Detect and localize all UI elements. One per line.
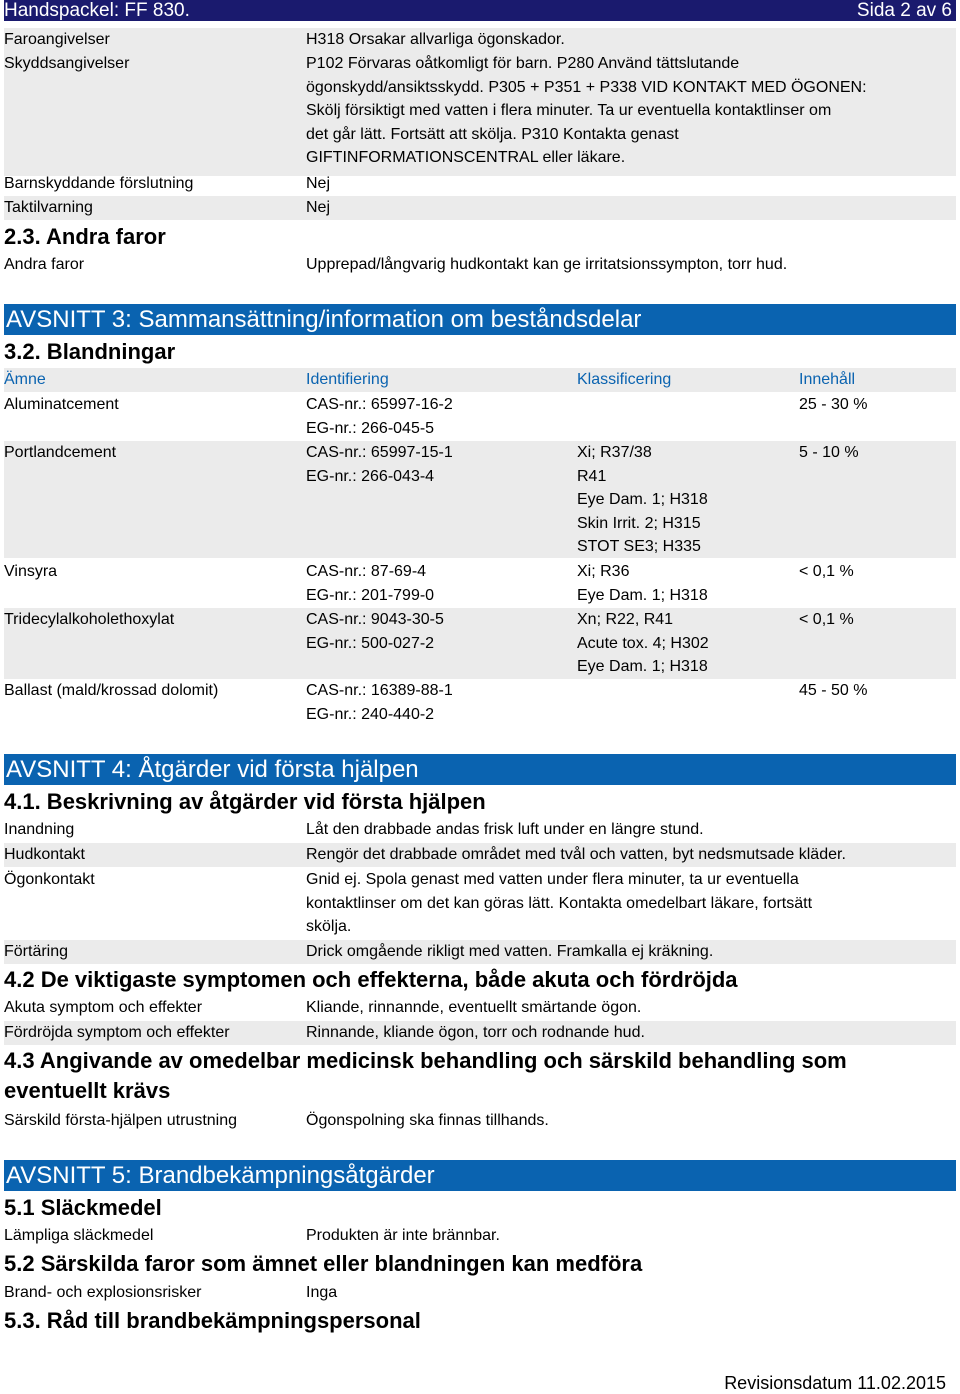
classification-line: Eye Dam. 1; H318 [577,491,708,508]
eg-number: EG-nr.: 266-045-5 [306,419,435,437]
eg-number: EG-nr.: 240-440-2 [306,705,435,723]
ogonkontakt-line: Gnid ej. Spola genast med vatten under flera minuter, ta ur eventuella [306,871,799,888]
taktil-label: Taktilvarning [4,199,93,216]
substance-ids [306,393,572,440]
substance-content: 45 - 50 % [799,682,868,699]
heading-5-2: 5.2 Särskilda faror som ämnet eller blandningen kan medföra [4,1251,643,1276]
substance-name: Ballast (mald/krossad dolomit) [4,682,219,699]
substance-ids [306,560,572,607]
inandning-value: Låt den drabbade andas frisk luft under en längre stund. [306,821,704,838]
classification-line: Eye Dam. 1; H318 [577,658,708,675]
hudkontakt-value: Rengör det drabbade området med tvål och vatten, byt nedsmutsade kläder. [306,846,846,863]
section-4-band: AVSNITT 4: Åtgärder vid första hjälpen [4,754,956,785]
classification-line: Xi; R37/38 [577,444,652,461]
skydd-line: P102 Förvaras oåtkomligt för barn. P280 Använd tättslutande [306,55,740,72]
heading-5-3: 5.3. Råd till brandbekämpningspersonal [4,1308,421,1333]
table-header [4,368,956,392]
heading-4-2: 4.2 De viktigaste symptomen och effekterna, både akuta och fördröjda [4,967,738,992]
faroangivelser-value: H318 Orsakar allvarliga ögonskador. [306,31,565,48]
ogonkontakt-line: kontaktlinser om det kan göras lätt. Kontakta omedelbart läkare, fortsätt [306,894,813,912]
substance-name: Portlandcement [4,444,117,461]
substance-ids [306,679,572,726]
heading-4-1: 4.1. Beskrivning av åtgärder vid första hjälpen [4,789,486,814]
substance-name: Aluminatcement [4,396,119,413]
eg-number: EG-nr.: 500-027-2 [306,634,435,652]
col-klassificering: Klassificering [577,371,672,388]
table-row [4,393,956,440]
heading-5-1: 5.1 Släckmedel [4,1195,162,1220]
fortaring-label: Förtäring [4,943,69,960]
hudkontakt-row [4,843,956,867]
cas-number: CAS-nr.: 65997-16-2 [306,396,453,413]
barnskydd-label: Barnskyddande förslutning [4,175,194,192]
cas-number: CAS-nr.: 9043-30-5 [306,611,444,628]
lampliga-label: Lämpliga släckmedel [4,1227,154,1244]
hudkontakt-label: Hudkontakt [4,846,85,863]
substance-name: Vinsyra [4,563,58,580]
page-header [4,0,956,21]
skydd-lines [306,52,956,170]
fordrojda-label: Fördröjda symptom och effekter [4,1024,230,1041]
fordrojda-value: Rinnande, kliande ögon, torr och rodnande hud. [306,1024,645,1041]
fordrojda-row [4,1021,956,1045]
brand-label: Brand- och explosionsrisker [4,1284,202,1301]
substance-content: 5 - 10 % [799,444,859,461]
table-row [4,441,956,558]
classification-line: Acute tox. 4; H302 [577,634,709,652]
page-number: Sida 2 av 6 [856,0,952,21]
barnskydd-value: Nej [306,175,331,192]
substance-content: 25 - 30 % [799,396,868,413]
classification-line: STOT SE3; H335 [577,538,701,555]
classification-line: Skin Irrit. 2; H315 [577,514,701,532]
andra-faror-value: Upprepad/långvarig hudkontakt kan ge irritatsionssympton, torr hud. [306,256,788,273]
substance-classification [577,441,795,559]
sarskild-value: Ögonspolning ska finnas tillhands. [306,1112,549,1129]
inandning-label: Inandning [4,821,75,838]
ogonkontakt-line: skölja. [306,918,352,935]
andra-faror-label: Andra faror [4,256,85,273]
akuta-label: Akuta symptom och effekter [4,999,203,1016]
col-amne: Ämne [4,371,46,388]
heading-2-3: 2.3. Andra faror [4,224,166,249]
col-identifiering: Identifiering [306,371,389,388]
section-3-band: AVSNITT 3: Sammansättning/information om beståndsdelar [4,304,956,335]
heading-4-3-line: 4.3 Angivande av omedelbar medicinsk behandling och särskild behandling som [4,1048,847,1073]
skydd-line: det går lätt. Fortsätt att skölja. P310 Kontakta genast [306,125,679,143]
taktil-row [4,196,956,220]
lampliga-value: Produkten är inte brännbar. [306,1227,500,1244]
table-row [4,608,956,679]
cas-number: CAS-nr.: 87-69-4 [306,563,427,580]
classification-line: Xi; R36 [577,563,630,580]
classification-line: Eye Dam. 1; H318 [577,586,708,604]
cas-number: CAS-nr.: 16389-88-1 [306,682,453,699]
classification-line: Xn; R22, R41 [577,611,674,628]
skydd-line: GIFTINFORMATIONSCENTRAL eller läkare. [306,149,626,166]
substance-name: Tridecylalkoholethoxylat [4,611,175,628]
faroangivelser-label: Faroangivelser [4,31,110,48]
skydd-label: Skyddsangivelser [4,55,130,72]
taktil-value: Nej [306,199,331,216]
sarskild-label: Särskild första-hjälpen utrustning [4,1112,238,1129]
substance-content: < 0,1 % [799,563,854,580]
substance-content: < 0,1 % [799,611,854,628]
akuta-value: Kliande, rinnannde, eventuellt smärtande ögon. [306,999,642,1016]
section-5-band: AVSNITT 5: Brandbekämpningsåtgärder [4,1160,956,1191]
cas-number: CAS-nr.: 65997-15-1 [306,444,453,461]
classification-line: R41 [577,467,607,485]
heading-3-2: 3.2. Blandningar [4,339,176,364]
heading-4-3-line: eventuellt krävs [4,1078,171,1103]
substance-ids [306,608,572,655]
ogonkontakt-value [306,868,956,939]
eg-number: EG-nr.: 201-799-0 [306,586,435,604]
product-name: Handspackel: FF 830. [4,0,190,21]
heading-4-3 [4,1048,847,1104]
brand-value: Inga [306,1284,338,1301]
substance-classification [577,608,795,679]
fortaring-row [4,940,956,964]
fortaring-value: Drick omgående rikligt med vatten. Framkalla ej kräkning. [306,943,714,960]
table-row [4,679,956,726]
table-row [4,560,956,607]
ogonkontakt-label: Ögonkontakt [4,871,95,888]
skydd-line: ögonskydd/ansiktsskydd. P305 + P351 + P338 VID KONTAKT MED ÖGONEN: [306,78,867,96]
substance-classification [577,560,795,607]
revision-date: Revisionsdatum 11.02.2015 [724,1373,946,1393]
col-innehall: Innehåll [799,371,856,388]
skydd-line: Skölj försiktigt med vatten i flera minuter. Ta ur eventuella kontaktlinser om [306,102,832,119]
substance-ids [306,441,572,488]
eg-number: EG-nr.: 266-043-4 [306,467,435,485]
